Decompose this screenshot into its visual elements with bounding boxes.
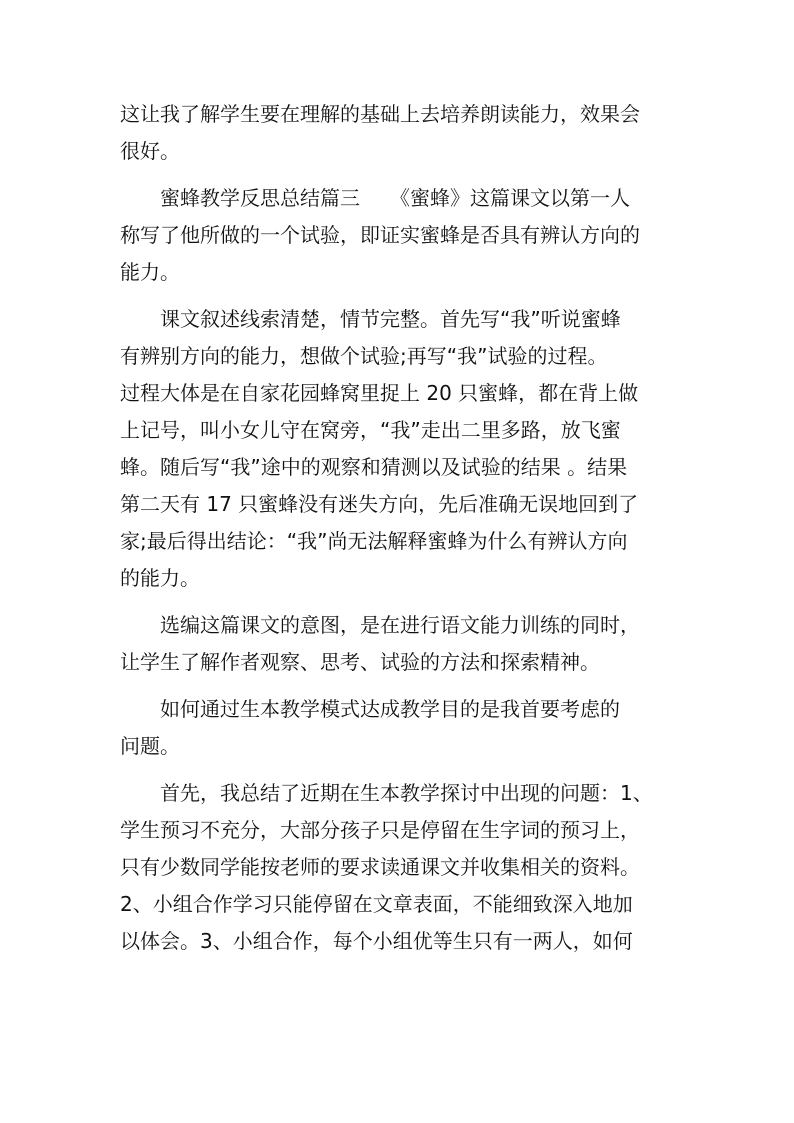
text-line: 让学生了解作者观察、思考、试验的方法和探索精神。: [120, 650, 600, 674]
text-line: 有辨别方向的能力，想做个试验;再写“我”试验的过程。: [120, 344, 608, 368]
text-line: 选编这篇课文的意图，是在进行语文能力训练的同时，: [160, 613, 640, 637]
text-line: 蜜蜂教学反思总结篇三 《蜜蜂》这篇课文以第一人: [160, 186, 630, 210]
paragraph-5: [120, 691, 680, 765]
text-line: 很好。: [120, 139, 180, 163]
document-page: [120, 96, 680, 970]
text-line: 学生预习不充分，大部分孩子只是停留在生字词的预习上，: [120, 818, 640, 842]
paragraph-4: [120, 607, 680, 681]
paragraph-6: [120, 775, 680, 960]
text-line: 的能力。: [120, 566, 200, 590]
text-line: 以体会。3、小组合作，每个小组优等生只有一两人，如何: [120, 929, 633, 953]
paragraph-1: [120, 96, 680, 170]
text-line: 第二天有 17 只蜜蜂没有迷失方向，先后准确无误地回到了: [120, 492, 639, 516]
text-line: 过程大体是在自家花园蜂窝里捉上 20 只蜜蜂，都在背上做: [120, 381, 639, 405]
paragraph-2: [120, 180, 680, 291]
text-line: 家;最后得出结论：“我”尚无法解释蜜蜂为什么有辨认方向: [120, 529, 628, 553]
text-line: 能力。: [120, 260, 180, 284]
text-line: 2、小组合作学习只能停留在文章表面，不能细致深入地加: [120, 892, 633, 916]
text-line: 只有少数同学能按老师的要求读通课文并收集相关的资料。: [120, 855, 640, 879]
text-line: 称写了他所做的一个试验，即证实蜜蜂是否具有辨认方向的: [120, 223, 640, 247]
text-line: 上记号，叫小女儿守在窝旁，“我”走出二里多路，放飞蜜: [120, 418, 621, 442]
text-line: 蜂。随后写“我”途中的观察和猜测以及试验的结果 。结果: [120, 455, 628, 479]
paragraph-3: [120, 301, 680, 597]
text-line: 问题。: [120, 734, 180, 758]
text-line: 如何通过生本教学模式达成教学目的是我首要考虑的: [160, 697, 620, 721]
text-line: 首先，我总结了近期在生本教学探讨中出现的问题：1、: [160, 781, 653, 805]
text-line: 课文叙述线索清楚，情节完整。首先写“我”听说蜜蜂: [160, 307, 621, 331]
text-line: 这让我了解学生要在理解的基础上去培养朗读能力，效果会: [120, 102, 640, 126]
